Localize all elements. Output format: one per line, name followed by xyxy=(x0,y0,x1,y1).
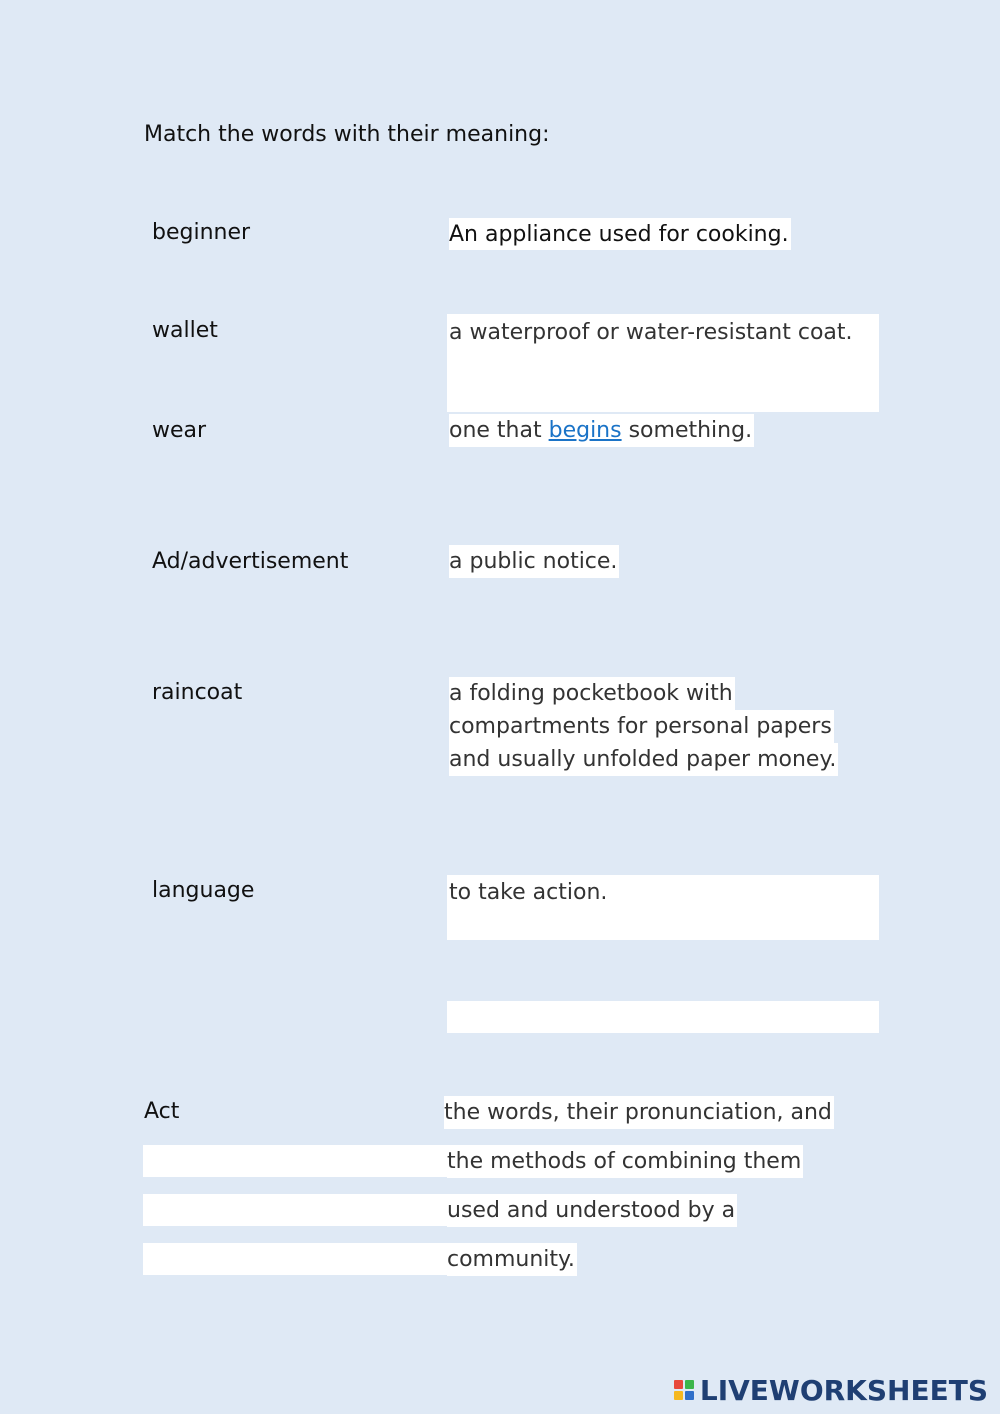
definition-wallet-line-3: and usually unfolded paper money. xyxy=(449,743,838,776)
liveworksheets-logo xyxy=(674,1374,988,1406)
definition-language-line-3: used and understood by a xyxy=(447,1194,737,1227)
definition-text: a public notice. xyxy=(449,549,618,574)
definition-wallet-line-1: a folding pocketbook with xyxy=(449,677,735,710)
worksheet-title: Match the words with their meaning: xyxy=(144,122,550,147)
liveworksheets-logo-icon xyxy=(674,1380,694,1400)
definition-text: An appliance used for cooking. xyxy=(449,222,789,247)
definition-act-text: to take action. xyxy=(449,880,608,905)
definition-language-line-2: the methods of combining them xyxy=(447,1145,803,1178)
word-wear: wear xyxy=(152,418,207,443)
definition-advertisement xyxy=(449,545,619,578)
definition-language-line-4: community. xyxy=(447,1243,577,1276)
word-wallet: wallet xyxy=(152,318,218,343)
definition-raincoat-text: a waterproof or water-resistant coat. xyxy=(449,320,853,345)
definition-wallet-line-2: compartments for personal papers xyxy=(449,710,834,743)
highlight-strip xyxy=(143,1243,447,1275)
highlight-strip xyxy=(143,1194,447,1226)
word-language: language xyxy=(152,878,255,903)
empty-answer-box xyxy=(447,1001,879,1033)
begins-link[interactable]: begins xyxy=(548,418,622,443)
word-beginner: beginner xyxy=(152,220,251,245)
definition-cooking-appliance xyxy=(449,218,791,250)
definition-beginner xyxy=(449,414,754,447)
highlight-strip xyxy=(143,1145,447,1177)
word-raincoat: raincoat xyxy=(152,680,243,705)
definition-text: one that xyxy=(449,418,549,443)
word-act: Act xyxy=(144,1099,180,1124)
definition-language-line-1: the words, their pronunciation, and xyxy=(444,1096,834,1129)
definition-text: something. xyxy=(621,418,753,443)
logo-text: LIVEWORKSHEETS xyxy=(699,1373,988,1407)
word-advertisement: Ad/advertisement xyxy=(152,549,349,574)
